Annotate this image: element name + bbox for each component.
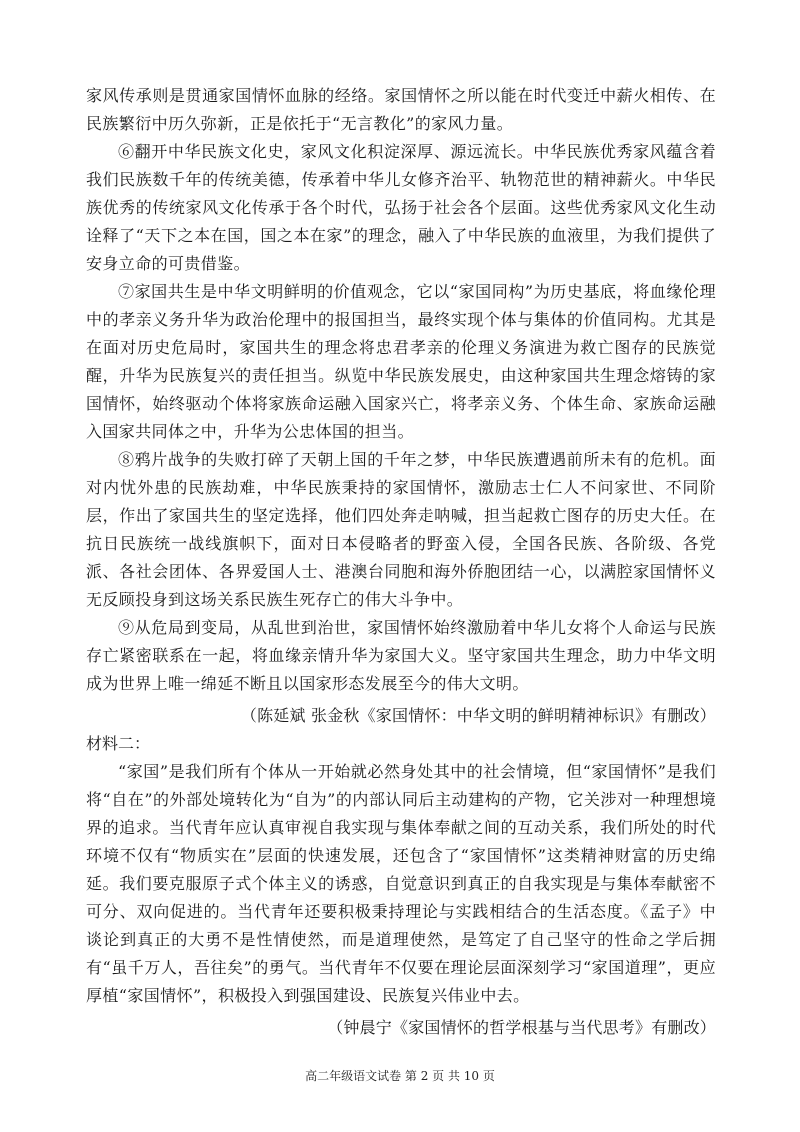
material-one-paragraph-8: ⑧鸦片战争的失败打碎了天朝上国的千年之梦，中华民族遭遇前所未有的危机。面对内忧外患的民族劫难，中华民族秉持的家国情怀，激励志士仁人不问家世、不同阶层，作出了家国共生的坚定选择，他们四处奔走呐喊，担当起救亡图存的历史大任。在抗日民族统一战线旗帜下，面对日本侵略者的野蛮入侵，全国各民族、各阶级、各党派、各社会团体、各界爱国人士、港澳台同胞和海外侨胞团结一心，以满腔家国情怀义无反顾投身到这场关系民族生死存亡的伟大斗争中。 bbox=[86, 450, 716, 609]
material-one-paragraph-7: ⑦家国共生是中华文明鲜明的价值观念，它以“家国同构”为历史基底，将血缘伦理中的孝亲义务升华为政治伦理中的报国担当，最终实现个体与集体的价值同构。尤其是在面对历史危局时，家国共生的理念将忠君孝亲的伦理义务演进为救亡图存的民族觉醒，升华为民族复兴的责任担当。纵览中华民族发展史，由这种家国共生理念熔铸的家国情怀，始终驱动个体将家族命运融入国家兴亡，将孝亲义务、个体生命、家族命运融入国家共同体之中，升华为公忠体国的担当。 bbox=[86, 282, 716, 441]
material-two-heading: 材料二： bbox=[86, 734, 151, 753]
material-two-source: （钟晨宁《家国情怀的哲学根基与当代思考》有删改） bbox=[327, 1018, 716, 1037]
material-one-paragraph-6: ⑥翻开中华民族文化史，家风文化积淀深厚、源远流长。中华民族优秀家风蕴含着我们民族数千年的传统美德，传承着中华儿女修齐治平、轨物范世的精神薪火。中华民族优秀的传统家风文化传承于各个时代，弘扬于社会各个层面。这些优秀家风文化生动诠释了“天下之本在国，国之本在家”的理念，融入了中华民族的血液里，为我们提供了安身立命的可贵借鉴。 bbox=[86, 142, 716, 273]
material-one-paragraph-9: ⑨从危局到变局，从乱世到治世，家国情怀始终激励着中华儿女将个人命运与民族存亡紧密联系在一起，将血缘亲情升华为家国大义。坚守家国共生理念，助力中华文明成为世界上唯一绵延不断且以国家形态发展至今的伟大文明。 bbox=[86, 618, 716, 693]
page-footer: 高二年级语文试卷 第 2 页 共 10 页 bbox=[305, 1069, 495, 1083]
material-one-source: （陈延斌 张金秋《家国情怀：中华文明的鲜明精神标识》有删改） bbox=[240, 706, 716, 725]
exam-page-body bbox=[86, 82, 716, 1042]
material-two-paragraph: “家国”是我们所有个体从一开始就必然身处其中的社会情境，但“家国情怀”是我们将“自在”的外部处境转化为“自为”的内部认同后主动建构的产物，它关涉对一种理想境界的追求。当代青年应认真审视自我实现与集体奉献之间的互动关系，我们所处的时代环境不仅有“物质实在”层面的快速发展，还包含了“家国情怀”这类精神财富的历史绵延。我们要克服原子式个体主义的诱惑，自觉意识到真正的自我实现是与集体奉献密不可分、双向促进的。当代青年还要积极秉持理论与实践相结合的生活态度。《孟子》中谈论到真正的大勇不是性情使然，而是道理使然，是笃定了自己坚守的性命之学后拥有“虽千万人，吾往矣”的勇气。当代青年不仅要在理论层面深刻学习“家国道理”，更应厚植“家国情怀”，积极投入到强国建设、民族复兴伟业中去。 bbox=[86, 762, 716, 1005]
material-one-intro-continuation: 家风传承则是贯通家国情怀血脉的经络。家国情怀之所以能在时代变迁中薪火相传、在民族繁衍中历久弥新，正是依托于“无言教化”的家风力量。 bbox=[86, 86, 716, 133]
